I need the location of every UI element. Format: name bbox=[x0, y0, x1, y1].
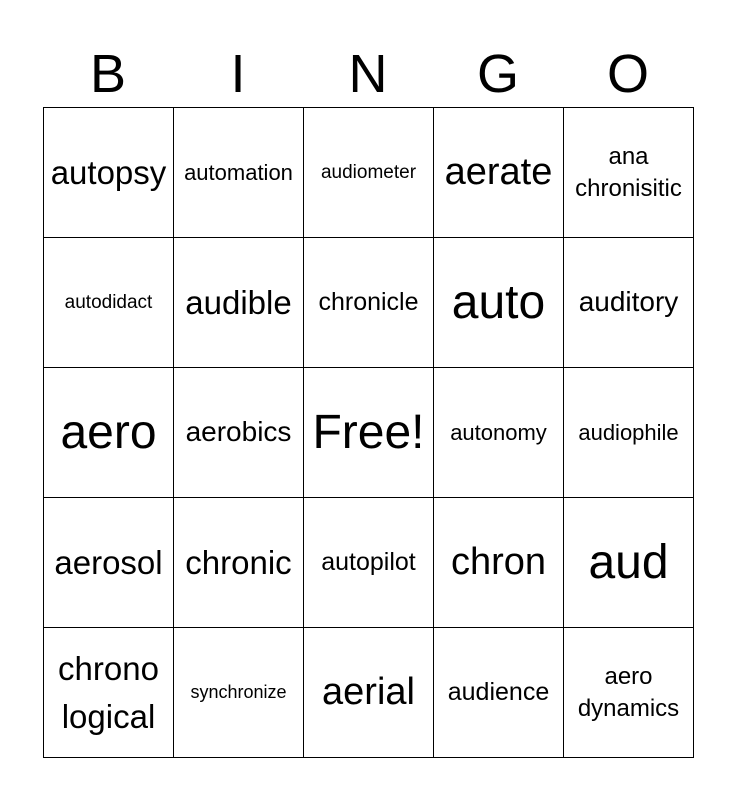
cell-word: auditory bbox=[578, 286, 679, 318]
bingo-board bbox=[43, 107, 694, 758]
free-space-label: Free! bbox=[312, 405, 425, 459]
cell-word: audible bbox=[185, 283, 292, 321]
bingo-cell-r5-c2[interactable] bbox=[174, 628, 304, 758]
header-letter-i: I bbox=[230, 44, 246, 104]
bingo-cell-r1-c2[interactable] bbox=[174, 108, 304, 238]
bingo-cell-r4-c5[interactable] bbox=[564, 498, 694, 628]
bingo-cell-r3-c5[interactable] bbox=[564, 368, 694, 498]
bingo-cell-r5-c1[interactable] bbox=[44, 628, 174, 758]
cell-word: aerosol bbox=[54, 543, 163, 581]
bingo-cell-r3-c2[interactable] bbox=[174, 368, 304, 498]
cell-word: chron bbox=[450, 540, 547, 583]
cell-word: autonomy bbox=[450, 419, 547, 445]
cell-word: autopilot bbox=[321, 548, 416, 577]
cell-word: auto bbox=[451, 275, 546, 329]
bingo-cell-r3-c4[interactable] bbox=[434, 368, 564, 498]
cell-word: chrono logical bbox=[58, 649, 159, 735]
cell-word: aerial bbox=[322, 670, 415, 713]
bingo-cell-free[interactable] bbox=[304, 368, 434, 498]
bingo-cell-r1-c5[interactable] bbox=[564, 108, 694, 238]
cell-word: chronic bbox=[185, 543, 292, 581]
bingo-cell-r5-c5[interactable] bbox=[564, 628, 694, 758]
bingo-cell-r2-c2[interactable] bbox=[174, 238, 304, 368]
header-letter-g: G bbox=[476, 44, 519, 104]
bingo-cell-r2-c4[interactable] bbox=[434, 238, 564, 368]
cell-word: autodidact bbox=[64, 291, 153, 313]
bingo-cell-r5-c4[interactable] bbox=[434, 628, 564, 758]
bingo-cell-r2-c5[interactable] bbox=[564, 238, 694, 368]
cell-word: chronicle bbox=[318, 288, 419, 317]
cell-word: aero dynamics bbox=[577, 663, 680, 722]
cell-word: audiometer bbox=[320, 161, 417, 183]
header-letter-o: O bbox=[606, 44, 649, 104]
cell-word: aerate bbox=[444, 150, 553, 193]
cell-word: ana chronisitic bbox=[575, 143, 682, 202]
bingo-cell-r3-c1[interactable] bbox=[44, 368, 174, 498]
cell-word: autopsy bbox=[50, 153, 167, 191]
bingo-cell-r4-c4[interactable] bbox=[434, 498, 564, 628]
bingo-header bbox=[43, 42, 693, 106]
cell-word: aerobics bbox=[185, 416, 292, 448]
bingo-cell-r1-c4[interactable] bbox=[434, 108, 564, 238]
bingo-cell-r4-c2[interactable] bbox=[174, 498, 304, 628]
cell-word: audience bbox=[447, 678, 550, 707]
bingo-cell-r2-c3[interactable] bbox=[304, 238, 434, 368]
bingo-cell-r4-c3[interactable] bbox=[304, 498, 434, 628]
cell-word: audiophile bbox=[578, 419, 679, 445]
header-letter-b: B bbox=[89, 44, 127, 104]
bingo-cell-r1-c1[interactable] bbox=[44, 108, 174, 238]
bingo-cell-r4-c1[interactable] bbox=[44, 498, 174, 628]
bingo-cell-r5-c3[interactable] bbox=[304, 628, 434, 758]
cell-word: synchronize bbox=[190, 682, 287, 703]
cell-word: automation bbox=[184, 159, 293, 185]
cell-word: aero bbox=[60, 405, 157, 459]
header-letter-n: N bbox=[348, 44, 388, 104]
cell-word: aud bbox=[588, 535, 669, 589]
bingo-cell-r2-c1[interactable] bbox=[44, 238, 174, 368]
bingo-cell-r1-c3[interactable] bbox=[304, 108, 434, 238]
